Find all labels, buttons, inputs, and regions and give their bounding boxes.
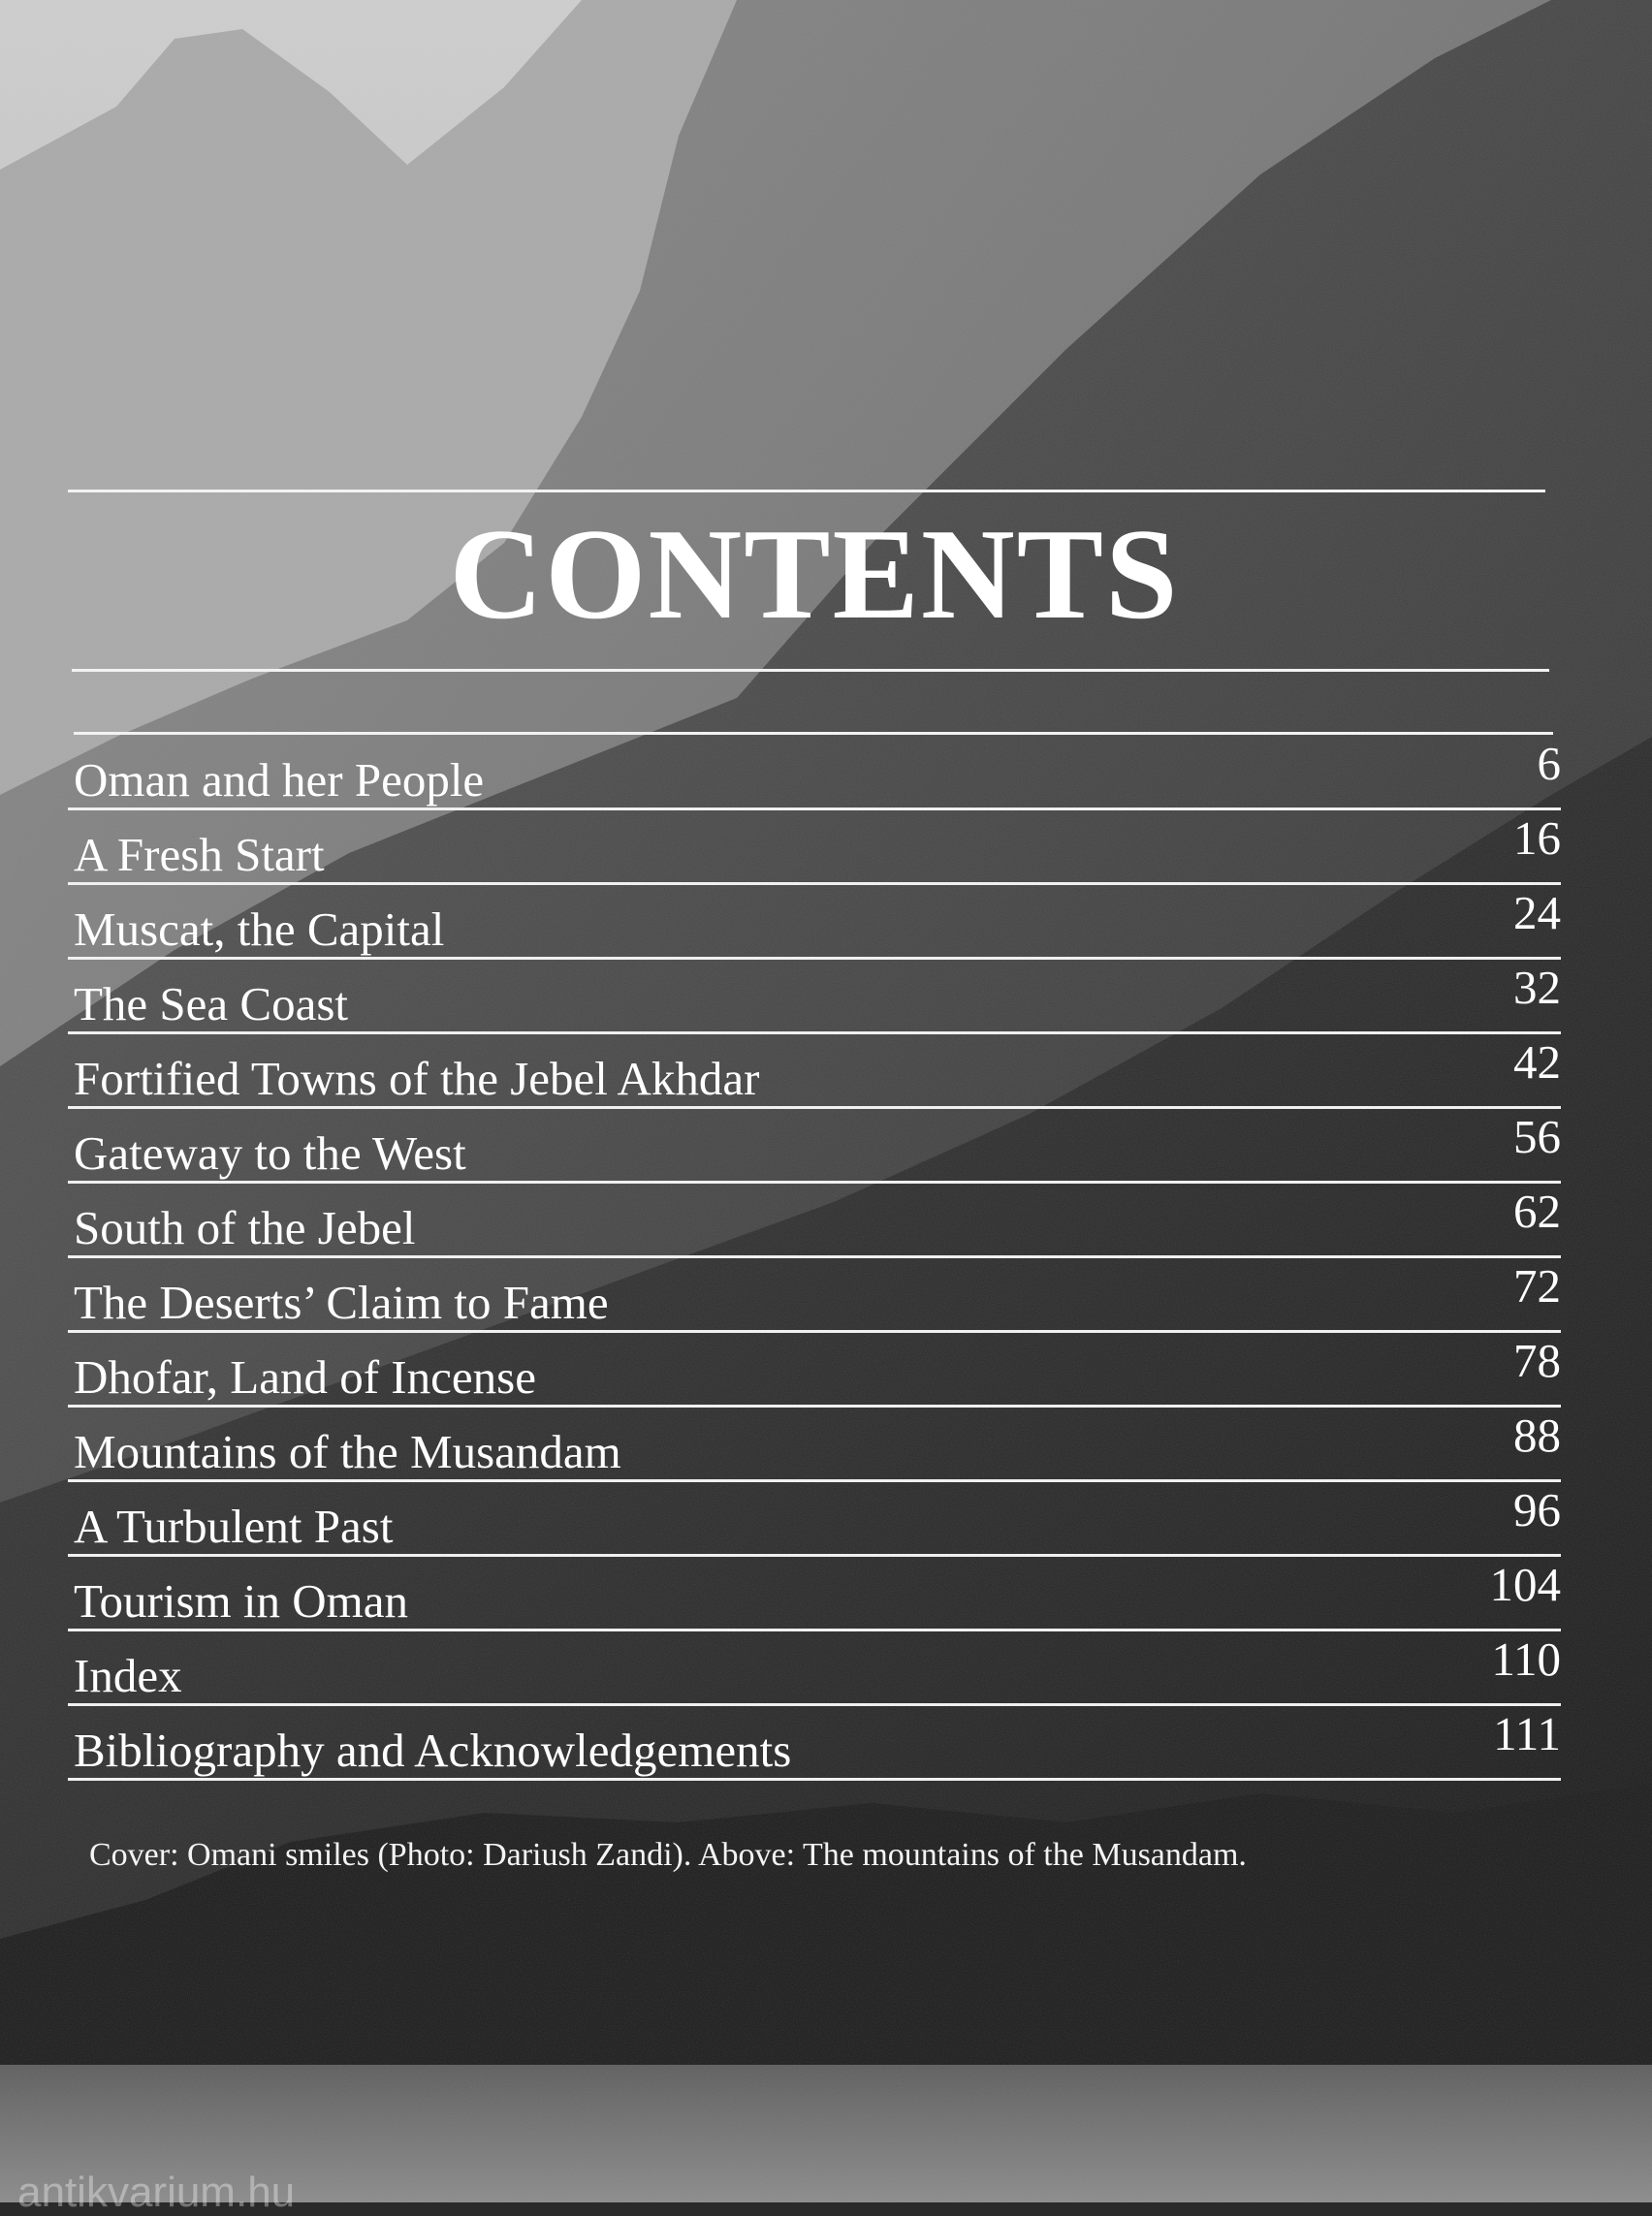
toc-entry-title: Dhofar, Land of Incense — [74, 1350, 536, 1404]
page-title: CONTENTS — [449, 502, 1180, 646]
toc-entry-title: A Turbulent Past — [74, 1500, 394, 1553]
toc-entry — [68, 736, 1561, 810]
toc-entry-page: 111 — [1493, 1707, 1561, 1760]
toc-entry-page: 88 — [1513, 1409, 1561, 1462]
photo-caption: Cover: Omani smiles (Photo: Dariush Zandi). Above: The mountains of the Musandam. — [89, 1837, 1247, 1873]
toc-entry-title: Bibliography and Acknowledgements — [74, 1724, 792, 1777]
toc-entry-page: 104 — [1489, 1558, 1561, 1611]
toc-entry-title: Tourism in Oman — [74, 1574, 408, 1628]
toc-entry-page: 6 — [1537, 737, 1561, 790]
toc-entry — [68, 1034, 1561, 1109]
toc-entry — [68, 1333, 1561, 1408]
toc-entry-title: A Fresh Start — [74, 828, 325, 881]
toc-entry — [68, 1482, 1561, 1557]
toc-entry — [68, 960, 1561, 1034]
top-rule — [68, 490, 1545, 492]
list-top-rule — [74, 732, 1553, 735]
toc-entry-page: 42 — [1513, 1035, 1561, 1089]
toc-entry-title: South of the Jebel — [74, 1201, 416, 1254]
toc-entry-page: 16 — [1513, 811, 1561, 865]
toc-entry-title: Index — [74, 1649, 182, 1702]
toc-entry-page: 24 — [1513, 886, 1561, 939]
toc-entry-page: 32 — [1513, 961, 1561, 1014]
toc-entry — [68, 1557, 1561, 1631]
toc-entry-title: Oman and her People — [74, 753, 485, 807]
toc-entry — [68, 810, 1561, 885]
toc-entry — [68, 1631, 1561, 1706]
toc-entry — [68, 1184, 1561, 1258]
watermark: antikvarium.hu — [17, 2169, 296, 2216]
toc-entry-page: 78 — [1513, 1334, 1561, 1387]
toc-entry-page: 96 — [1513, 1483, 1561, 1536]
heading-bottom-rule — [72, 669, 1549, 672]
toc-entry-page: 110 — [1491, 1632, 1561, 1686]
toc-entry-title: Gateway to the West — [74, 1126, 466, 1180]
table-of-contents — [68, 736, 1561, 1781]
toc-entry — [68, 1706, 1561, 1781]
toc-entry-title: The Sea Coast — [74, 977, 349, 1030]
toc-entry-title: Mountains of the Musandam — [74, 1425, 621, 1478]
toc-entry-title: Muscat, the Capital — [74, 902, 445, 956]
toc-entry — [68, 1109, 1561, 1184]
toc-entry — [68, 885, 1561, 960]
toc-entry-title: Fortified Towns of the Jebel Akhdar — [74, 1052, 760, 1105]
toc-entry-page: 62 — [1513, 1185, 1561, 1238]
toc-entry-page: 56 — [1513, 1110, 1561, 1163]
toc-entry-title: The Deserts’ Claim to Fame — [74, 1276, 609, 1329]
toc-entry-page: 72 — [1513, 1259, 1561, 1313]
toc-entry — [68, 1408, 1561, 1482]
toc-entry — [68, 1258, 1561, 1333]
